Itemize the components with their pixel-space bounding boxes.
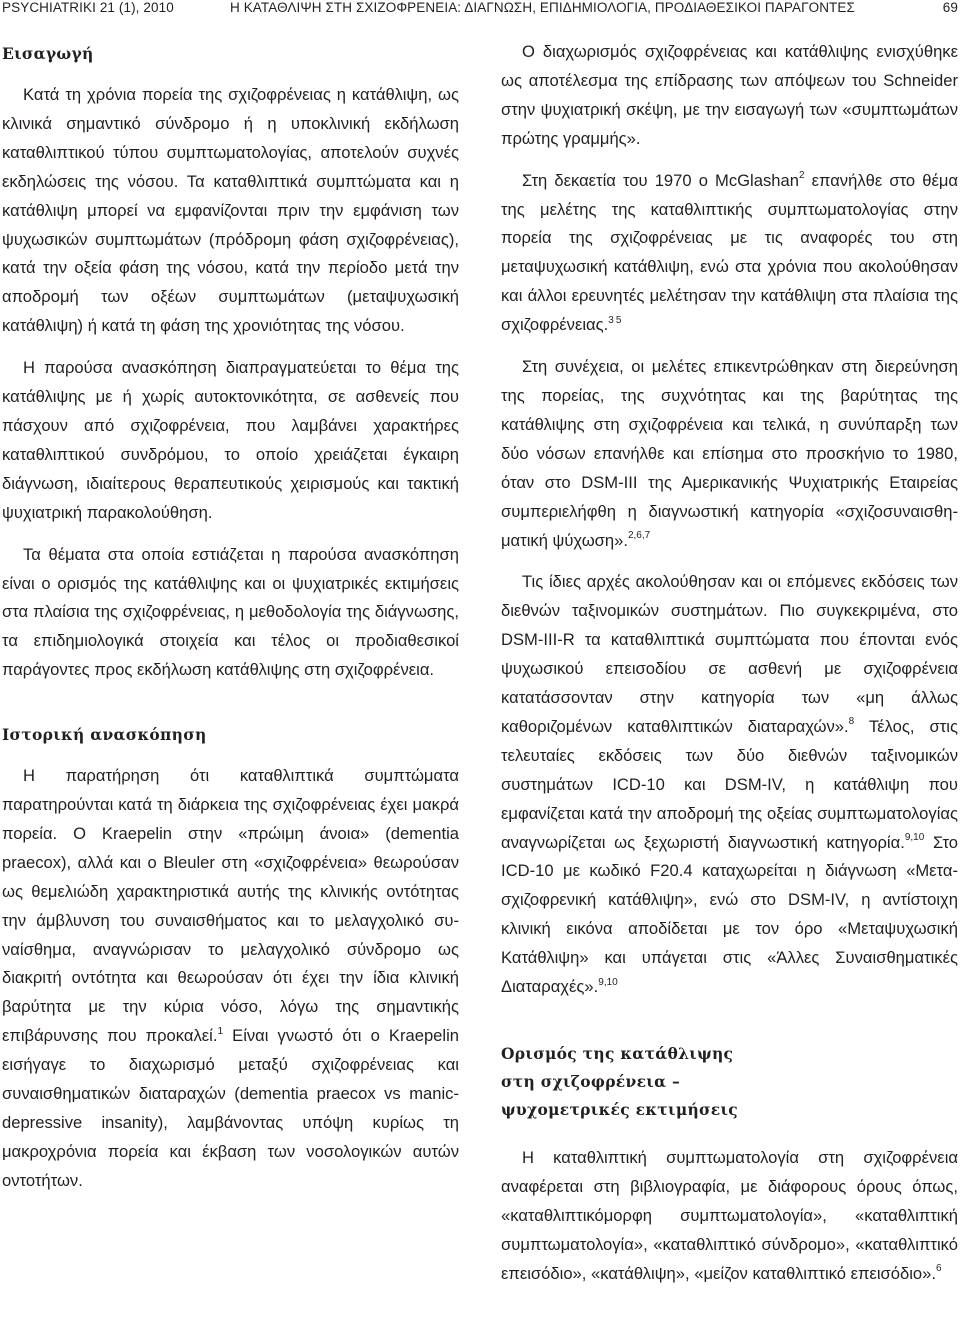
citation-ref: 8 (848, 716, 855, 728)
right-paragraph-1: Ο διαχωρισμός σχιζοφρένειας και κατάθλιψης ενισχύθηκε ως αποτέλεσμα της επίδρασης των απόψεων του Schneider στην ψυχιατρική σκέψη, με την εισαγωγή των «συμπτωμάτων πρώτης γραμμής». (501, 42, 958, 148)
citation-ref: 3 5 (608, 314, 622, 326)
citation-ref: 9,10 (598, 976, 618, 988)
introduction-heading: Εισαγωγή (2, 44, 94, 63)
citation-ref: 2 (798, 170, 805, 182)
history-paragraph-1: Η παρατήρηση ότι καταθλιπτικά συμπτώματα παρατηρούνται κατά τη διάρκεια της σχιζοφρένειας έχει μακρά πορεία. Ο Kraepelin στην «πρώιμη άνοια» (dementia praecox), αλλά και ο Bleuler στη «σχιζοφρένεια» θεωρούσαν ως θεμελιώδη χαρακτηριστικά αυτής της κλινικής οντότητας την άμβλυνση του συναισθήματος και το μελαγχολικό συναίσθημα, αναγνώρισαν το μελαγχολικό σύνδρομο ως διακριτή οντότητα και θεωρούσαν ότι έχει την ίδια κλινική βαρύτητα με την κύρια νόσο, λόγω της σημαντικής επιβάρυνσης που προκαλεί.$^1$ Είναι γνωστό ότι ο Kraepelin εισήγαγε το διαχωρισμό μεταξύ σχιζοφρένειας και συναισθηματικών διαταραχών (dementia praecox vs manic-depressive insanity), λαμβάνοντας υπόψη κυρίως τη μακροχρόνια πορεία και έκβαση των νοσολογικών αυτών οντοτήτων. (2, 766, 460, 1190)
right-paragraph-5: Η καταθλιπτική συμπτωματολογία στη σχιζοφρένεια αναφέρεται στη βιβλιογραφία, με διάφορους όρους όπως, «καταθλιπτικόμορφη συμπτωματολογία», «καταθλιπτική συμπτωματολογία», «καταθλιπτικό σύνδρομο», «καταθλιπτικό επεισόδιο», «κατάθλιψη», «μείζον καταθλιπτικό επεισόδιο».$^6$ (501, 1148, 958, 1283)
citation-ref: 6 (935, 1263, 942, 1275)
citation-ref: 9,10 (904, 832, 925, 844)
right-paragraph-4: Τις ίδιες αρχές ακολούθησαν και οι επόμενες εκδόσεις των διεθνών ταξινομικών συστημάτων. Πιο συγκεκριμένα, στο DSM-III-R τα καταθλιπτικά συμπτώματα που έπονται ενός ψυχωσικού επεισοδίου σε ασθενή με σχιζοφρένεια κατατάσσονταν στην κατηγορία των «μη άλλως καθοριζομένων καταθλιπτικών διαταραχών».$^8$ Τέλος, στις τελευταίες εκδόσεις των δύο διεθνών ταξινομικών συστημάτων ICD-10 και DSM-IV, η κατάθλιψη που εμφανίζεται κατά την αποδρομή της οξείας συμπτωματολογίας αναγνωρίζεται ως ξεχωριστή διαγνωστική κατηγορία.$^{9,10}$ Στο ICD-10 με κωδικό F20.4 καταχωρείται η διάγνωση «Μετα-σχιζοφρενική κατάθλιψη», ενώ στο DSM-IV, η αντίστοιχη κλινική εικόνα αποδίδεται με τον όρο «Μεταψυχωσική Κατάθλιψη» και υπάγεται στις «Άλλες Συναισθηματικές Διαταραχές».$^{9,10}$ (501, 572, 959, 997)
left-column (2, 40, 459, 1196)
running-header (0, 0, 960, 22)
page-number: 69 (942, 0, 958, 15)
intro-paragraph-3: Τα θέματα στα οποία εστιάζεται η παρούσα ανασκόπηση είναι ο ορισμός της κατάθλιψης και οι ψυχιατρικές εκτιμήσεις στα πλαίσια της σχιζοφρένειας, η μεθοδολογία της διάγνωσης, τα επιδημιολογικά στοιχεία και τέλος οι προδιαθεσικοί παράγοντες προς εκδήλωση κατάθλιψης στη σχιζοφρένεια. (2, 544, 459, 680)
right-paragraph-2: Στη δεκαετία του 1970 ο McGlashan$^2$ επανήλθε στο θέμα της μελέτης της καταθλιπτικής συμπτωματολογίας στην πορεία της σχιζοφρένειας με τις αναφορές του στη μεταψυχωσική κατάθλιψη, ενώ στα χρόνια που ακολούθησαν και άλλοι ερευνητές μελέτησαν την κατάθλιψη στα πλαίσια της σχιζοφρένειας.$^{3 5}$ (501, 170, 958, 335)
journal-citation: PSYCHIATRIKI 21 (1), 2010 (2, 0, 174, 15)
citation-ref: 2,6,7 (627, 529, 651, 541)
right-paragraph-3: Στη συνέχεια, οι μελέτες επικεντρώθηκαν στη διερεύνηση της πορείας, της συχνότητας και της βαρύτητας της κατάθλιψης στη σχιζοφρένεια και τελικά, η συνύπαρξη των δύο νόσων επανήλθε και επίσημα στο προσκήνιο το 1980, όταν στο DSM-III της Αμερικανικής Ψυχιατρικής Εταιρείας συμπεριελήφθη η διαγνωστική κατηγορία «σχιζοσυναισθηματική ψύχωση».$^{2,6,7}$ (501, 357, 958, 550)
right-column (501, 40, 958, 1289)
history-heading: Ιστορική ανασκόπηση (2, 725, 207, 745)
definition-heading: Ορισμός της κατάθλιψης στη σχιζοφρένεια – ψυχομετρικές εκτιμήσεις (501, 1044, 739, 1119)
intro-paragraph-2: Η παρούσα ανασκόπηση διαπραγματεύεται το θέμα της κατάθλιψης με ή χωρίς αυτοκτονικότητα, σε ασθενείς που πάσχουν από σχιζοφρένεια, που λαμβάνει χαρακτήρες καταθλιπτικού συνδρόμου, το οποίο χρειάζεται έγκαιρη διάγνωση, ιδιαίτερους θεραπευτικούς χειρισμούς και τακτική ψυχιατρική παρακολούθηση. (2, 358, 459, 522)
citation-ref: 1 (217, 1025, 224, 1037)
running-title: Η ΚΑΤΑΘΛΙΨΗ ΣΤΗ ΣΧΙΖΟΦΡΕΝΕΙΑ: ΔΙΑΓΝΩΣΗ, ΕΠΙΔΗΜΙΟΛΟΓΙΑ, ΠΡΟΔΙΑΘΕΣΙΚΟΙ ΠΑΡΑΓΟΝΤΕΣ (230, 0, 855, 15)
intro-paragraph-1: Κατά τη χρόνια πορεία της σχιζοφρένειας η κατάθλιψη, ως κλινικά σημαντικό σύνδρομο ή η υποκλινική εκδήλωση καταθλιπτικού τύπου συμπτωματολογίας, αποτελούν συχνές εκδηλώσεις της νόσου. Τα καταθλιπτικά συμπτώματα και η κατάθλιψη μπορεί να εμφανίζονται πριν την εμφάνιση των ψυχωσικών συμπτωμάτων (πρόδρομη φάση σχιζοφρένειας), κατά την οξεία φάση της νόσου, κατά την περίοδο μετά την αποδρομή των οξέων συμπτωμάτων (μεταψυχωσική κατάθλιψη) ή κατά τη φάση της χρονιότητας της νόσου. (2, 85, 459, 336)
